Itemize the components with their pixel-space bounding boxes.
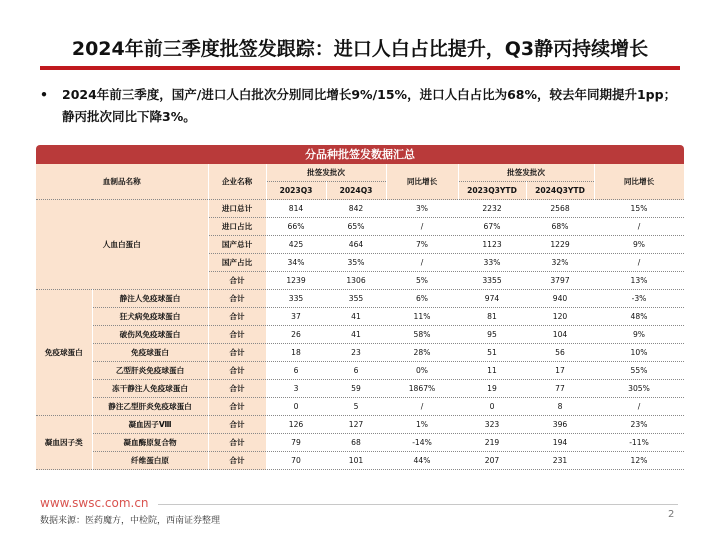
- table-row: [36, 452, 684, 470]
- cell-2024q3: 101: [326, 452, 386, 470]
- bullet-text: 2024年前三季度，国产/进口人白批次分别同比增长9%/15%，进口人白占比为68%，较去年同期提升1pp；静丙批次同比下降3%。: [62, 87, 677, 124]
- table-row: [36, 290, 684, 308]
- cell-2024q3: 6: [326, 362, 386, 380]
- header-yoy-quarter: 同比增长: [386, 164, 458, 200]
- header-company: 企业名称: [208, 164, 266, 200]
- slide-title: 2024年前三季度批签发跟踪：进口人白占比提升，Q3静丙持续增长: [71, 38, 649, 60]
- cell-2023q3: 3: [266, 380, 326, 398]
- table-row: [36, 344, 684, 362]
- group-coagulation: 凝血因子类: [36, 416, 92, 470]
- cell-2024q3: 41: [326, 326, 386, 344]
- table-header: [36, 164, 684, 200]
- header-product: 血制品名称: [36, 164, 208, 200]
- cell-2023q3: 0: [266, 398, 326, 416]
- header-batch-quarter: 批签发批次: [266, 164, 386, 182]
- table-body: [36, 200, 684, 470]
- cell-company: 合计: [208, 362, 266, 380]
- cell-yoy: 3%: [386, 200, 458, 218]
- cell-subproduct: 破伤风免疫球蛋白: [92, 326, 208, 344]
- header-2024q3: 2024Q3: [326, 182, 386, 200]
- cell-2024ytd: 56: [526, 344, 594, 362]
- cell-2023ytd: 95: [458, 326, 526, 344]
- cell-2024q3: 23: [326, 344, 386, 362]
- cell-2024q3: 59: [326, 380, 386, 398]
- cell-company: 进口占比: [208, 218, 266, 236]
- title-rule: [40, 66, 680, 70]
- cell-2024ytd: 32%: [526, 254, 594, 272]
- cell-company: 合计: [208, 308, 266, 326]
- cell-yoy: 58%: [386, 326, 458, 344]
- cell-2023ytd: 323: [458, 416, 526, 434]
- cell-yoy: 28%: [386, 344, 458, 362]
- cell-yoy-ytd: 15%: [594, 200, 684, 218]
- cell-yoy: /: [386, 254, 458, 272]
- cell-yoy-ytd: 23%: [594, 416, 684, 434]
- cell-2024q3: 41: [326, 308, 386, 326]
- table-row: [36, 416, 684, 434]
- cell-2024ytd: 120: [526, 308, 594, 326]
- cell-2024ytd: 2568: [526, 200, 594, 218]
- cell-yoy-ytd: 55%: [594, 362, 684, 380]
- cell-yoy: 1867%: [386, 380, 458, 398]
- footer-rule: [158, 504, 678, 505]
- cell-2023ytd: 1123: [458, 236, 526, 254]
- cell-company: 国产占比: [208, 254, 266, 272]
- cell-2024q3: 355: [326, 290, 386, 308]
- summary-bullet: [40, 84, 680, 128]
- cell-company: 进口总计: [208, 200, 266, 218]
- cell-2023ytd: 11: [458, 362, 526, 380]
- cell-company: 合计: [208, 434, 266, 452]
- cell-subproduct: 凝血酶原复合物: [92, 434, 208, 452]
- cell-yoy-ytd: -11%: [594, 434, 684, 452]
- cell-2024ytd: 3797: [526, 272, 594, 290]
- cell-2023q3: 126: [266, 416, 326, 434]
- cell-2023ytd: 3355: [458, 272, 526, 290]
- cell-subproduct: 静注乙型肝炎免疫球蛋白: [92, 398, 208, 416]
- cell-yoy-ytd: 305%: [594, 380, 684, 398]
- cell-subproduct: 纤维蛋白原: [92, 452, 208, 470]
- cell-2023q3: 79: [266, 434, 326, 452]
- cell-company: 合计: [208, 326, 266, 344]
- header-row-1: [36, 164, 684, 182]
- cell-2023q3: 70: [266, 452, 326, 470]
- cell-2023ytd: 67%: [458, 218, 526, 236]
- cell-yoy: 11%: [386, 308, 458, 326]
- cell-yoy-ytd: /: [594, 254, 684, 272]
- cell-yoy-ytd: 9%: [594, 236, 684, 254]
- cell-company: 合计: [208, 452, 266, 470]
- table-row: [36, 326, 684, 344]
- cell-2024q3: 127: [326, 416, 386, 434]
- data-table-wrap: [36, 145, 684, 470]
- table-row: [36, 308, 684, 326]
- cell-2024q3: 68: [326, 434, 386, 452]
- cell-company: 合计: [208, 272, 266, 290]
- cell-2023q3: 66%: [266, 218, 326, 236]
- table-row: [36, 200, 684, 218]
- cell-yoy-ytd: 9%: [594, 326, 684, 344]
- cell-2023q3: 34%: [266, 254, 326, 272]
- table-row: [36, 398, 684, 416]
- cell-2023q3: 814: [266, 200, 326, 218]
- cell-yoy-ytd: /: [594, 218, 684, 236]
- cell-2024ytd: 194: [526, 434, 594, 452]
- bullet-dot: •: [40, 87, 48, 102]
- cell-company: 合计: [208, 398, 266, 416]
- cell-yoy-ytd: 48%: [594, 308, 684, 326]
- cell-2023q3: 425: [266, 236, 326, 254]
- footer-source: 数据来源：医药魔方，中检院，西南证券整理: [40, 516, 221, 526]
- cell-subproduct: 乙型肝炎免疫球蛋白: [92, 362, 208, 380]
- cell-2024ytd: 940: [526, 290, 594, 308]
- footer-url: www.swsc.com.cn: [40, 496, 149, 510]
- cell-2023ytd: 0: [458, 398, 526, 416]
- cell-yoy-ytd: 13%: [594, 272, 684, 290]
- cell-2024ytd: 396: [526, 416, 594, 434]
- cell-yoy-ytd: 10%: [594, 344, 684, 362]
- cell-yoy: 6%: [386, 290, 458, 308]
- cell-yoy: /: [386, 218, 458, 236]
- cell-yoy: 5%: [386, 272, 458, 290]
- cell-company: 合计: [208, 380, 266, 398]
- header-2023q3: 2023Q3: [266, 182, 326, 200]
- cell-2023ytd: 207: [458, 452, 526, 470]
- cell-2024ytd: 68%: [526, 218, 594, 236]
- table-row: [36, 362, 684, 380]
- cell-2023q3: 1239: [266, 272, 326, 290]
- group-albumin: 人血白蛋白: [36, 200, 208, 290]
- cell-yoy: /: [386, 398, 458, 416]
- cell-2023q3: 18: [266, 344, 326, 362]
- cell-2024q3: 65%: [326, 218, 386, 236]
- cell-2024ytd: 77: [526, 380, 594, 398]
- header-yoy-ytd: 同比增长: [594, 164, 684, 200]
- table-row: [36, 434, 684, 452]
- cell-2024q3: 842: [326, 200, 386, 218]
- cell-yoy: 1%: [386, 416, 458, 434]
- cell-2023q3: 37: [266, 308, 326, 326]
- cell-2023ytd: 2232: [458, 200, 526, 218]
- cell-yoy: 44%: [386, 452, 458, 470]
- page-number: 2: [668, 509, 675, 520]
- cell-2023ytd: 219: [458, 434, 526, 452]
- cell-subproduct: 冻干静注人免疫球蛋白: [92, 380, 208, 398]
- cell-2024q3: 35%: [326, 254, 386, 272]
- group-immunoglobulin: 免疫球蛋白: [36, 290, 92, 416]
- cell-2023ytd: 33%: [458, 254, 526, 272]
- cell-2024ytd: 231: [526, 452, 594, 470]
- cell-2024ytd: 104: [526, 326, 594, 344]
- cell-yoy-ytd: 12%: [594, 452, 684, 470]
- cell-2023ytd: 19: [458, 380, 526, 398]
- cell-2023q3: 6: [266, 362, 326, 380]
- cell-yoy: 7%: [386, 236, 458, 254]
- cell-2024ytd: 1229: [526, 236, 594, 254]
- cell-2024ytd: 8: [526, 398, 594, 416]
- cell-2023q3: 335: [266, 290, 326, 308]
- cell-company: 合计: [208, 290, 266, 308]
- cell-subproduct: 静注人免疫球蛋白: [92, 290, 208, 308]
- cell-company: 合计: [208, 416, 266, 434]
- cell-subproduct: 免疫球蛋白: [92, 344, 208, 362]
- table-caption: 分品种批签发数据汇总: [36, 145, 684, 164]
- header-batch-ytd: 批签发批次: [458, 164, 594, 182]
- cell-2024q3: 464: [326, 236, 386, 254]
- cell-yoy: -14%: [386, 434, 458, 452]
- cell-yoy-ytd: /: [594, 398, 684, 416]
- cell-2023ytd: 81: [458, 308, 526, 326]
- batch-release-table: [36, 164, 685, 470]
- cell-subproduct: 狂犬病免疫球蛋白: [92, 308, 208, 326]
- cell-2023ytd: 974: [458, 290, 526, 308]
- cell-company: 国产总计: [208, 236, 266, 254]
- table-row: [36, 380, 684, 398]
- header-2024ytd: 2024Q3YTD: [526, 182, 594, 200]
- cell-2024q3: 5: [326, 398, 386, 416]
- cell-yoy-ytd: -3%: [594, 290, 684, 308]
- cell-2024q3: 1306: [326, 272, 386, 290]
- cell-yoy: 0%: [386, 362, 458, 380]
- cell-2023ytd: 51: [458, 344, 526, 362]
- header-2023ytd: 2023Q3YTD: [458, 182, 526, 200]
- cell-company: 合计: [208, 344, 266, 362]
- cell-2024ytd: 17: [526, 362, 594, 380]
- cell-subproduct: 凝血因子Ⅷ: [92, 416, 208, 434]
- cell-2023q3: 26: [266, 326, 326, 344]
